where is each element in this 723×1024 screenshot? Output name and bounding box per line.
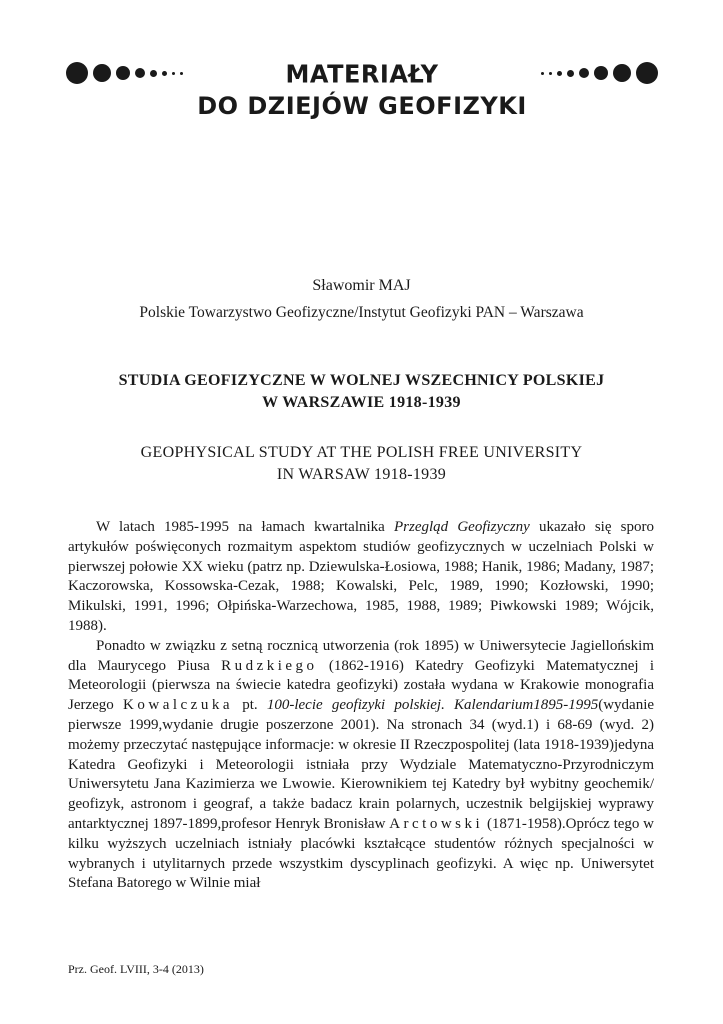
text-run: pt.	[233, 697, 267, 714]
text-run: Ponadto w związku z setną rocznicą utworzenia (rok 1895) w Uniwersytecie Jagiellońskim dla Maurycego Piusa	[68, 637, 654, 674]
text-run: ukazało się sporo artykułów poświęconych rozmaitym aspektom studiów geofizycznych w uczelniach Polski w pierwszej połowie XX wieku (patrz np. Dziewulska-Łosiowa, 1988; Hanik, 1986; Madany, 1987; Kaczorowska, Kossowska-Cezak, 1988; Kowalski, Pelc, 1989, 1990; Kozłowski, 1990; Mikulski, 1991, 1996; Ołpińska-Warzechowa, 1985, 1988, 1989; Piwkowski 1989; Wójcik, 1988).	[68, 519, 654, 634]
title-en-line2: IN WARSAW 1918-1939	[276, 466, 447, 483]
spaced-surname: Arctowski	[389, 815, 484, 832]
title-pl-line1: STUDIA GEOFIZYCZNE W WOLNEJ WSZECHNICY POLSKIEJ	[118, 372, 605, 389]
author-name: Sławomir MAJ	[312, 277, 411, 294]
series-header	[66, 56, 658, 126]
series-title-line2: DO DZIEJÓW GEOFIZYKI	[197, 92, 527, 120]
book-title: 100-lecie geofizyki polskiej. Kalendarium1895-1995	[266, 697, 599, 714]
text-run: W latach 1985-1995 na łamach kwartalnika	[96, 519, 395, 535]
spaced-surname: Kowalczuka	[123, 697, 233, 714]
article-body	[68, 518, 654, 894]
paragraph	[68, 637, 654, 894]
series-title-line1: MATERIAŁY	[285, 59, 439, 89]
spaced-surname: Rudzkiego	[221, 657, 318, 674]
text-run: (1871-1958).Oprócz tego w kilku wyższych uczelniach istniały placówki kształcące studentów różnych specjalności w wybranych i utylitarnych przede wszystkim dyscyplinach geofizyki. A więc np. Uniwersytet Stefana Batorego w Wilnie miał	[68, 815, 654, 892]
article-title-polish	[40, 370, 683, 414]
article-title-english	[40, 442, 683, 486]
journal-title: Przegląd Geofizyczny	[394, 519, 530, 535]
paragraph	[68, 518, 654, 637]
author-affiliation: Polskie Towarzystwo Geofizyczne/Instytut Geofizyki PAN – Warszawa	[139, 304, 584, 321]
title-en-line1: GEOPHYSICAL STUDY AT THE POLISH FREE UNIVERSITY	[140, 444, 583, 461]
text-run: (wydanie pierwsze 1999,wydanie drugie poszerzone 2001). Na stronach 34 (wyd.1) i 68-69 (wyd. 2) możemy przeczytać następujące informacje: w okresie II Rzeczpospolitej (lata 1918-1939)jedyna Katedra Geofizyki i Meteorologii istniała przy Wydziale Matematyczno-Przyrodniczym Uniwersytetu Jana Kazimierza we Lwowie. Kierownikiem tej Katedry był wybitny geochemik/ geofizyk, astronom i geograf, a także badacz krain polarnych, uczestnik belgijskiej wyprawy antarktycznej 1897-1899,profesor Henryk Bronisław	[68, 697, 655, 832]
journal-footer: Prz. Geof. LVIII, 3-4 (2013)	[68, 962, 204, 976]
title-pl-line2: W WARSZAWIE 1918-1939	[262, 394, 461, 411]
text-run: (1862-1916) Katedry Geofizyki Matematycznej i Meteorologii (pierwsza na świecie katedra geofizyki) została wydana w Krakowie monografia Jerzego	[68, 657, 654, 714]
